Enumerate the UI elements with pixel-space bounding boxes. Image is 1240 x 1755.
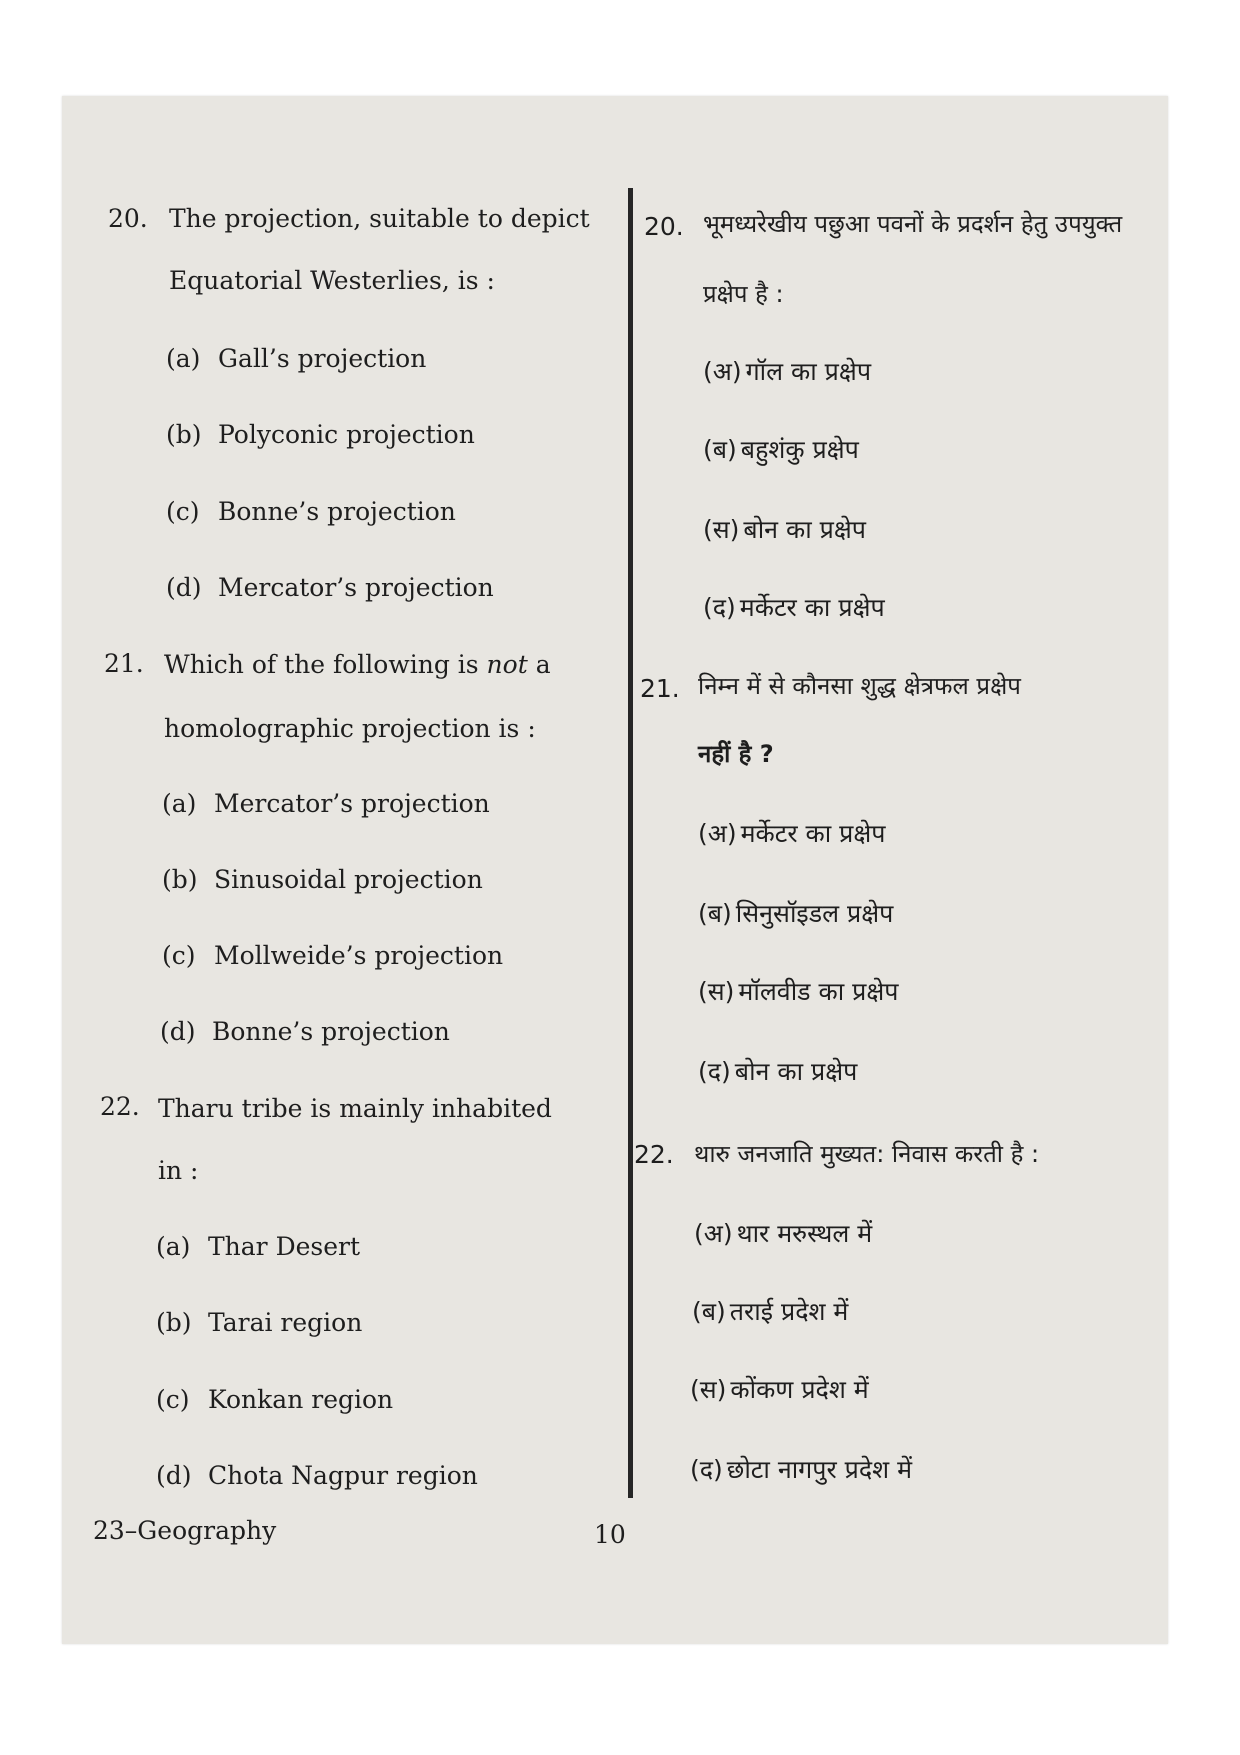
option-b: (ब) तराई प्रदेश में: [692, 1297, 849, 1326]
question-text: थारु जनजाति मुख्यत: निवास करती है :: [694, 1140, 1040, 1168]
option-a: (a) Thar Desert: [156, 1232, 361, 1261]
option-c: (c) Bonne’s projection: [166, 497, 456, 526]
question-text: भूमध्यरेखीय पछुआ पवनों के प्रदर्शन हेतु उपयुक्त: [703, 210, 1123, 238]
option-b: (ब) सिनुसॉइडल प्रक्षेप: [698, 899, 894, 928]
option-d: (द) छोटा नागपुर प्रदेश में: [690, 1455, 913, 1484]
question-text: in :: [158, 1156, 199, 1185]
question-text: homolographic projection is :: [164, 714, 536, 743]
question-text: नहीं है ?: [698, 740, 774, 768]
option-b: (b) Polyconic projection: [166, 420, 475, 449]
option-b: (ब) बहुशंकु प्रक्षेप: [703, 435, 859, 464]
option-a: (अ) गॉल का प्रक्षेप: [703, 357, 872, 386]
option-c: (c) Mollweide’s projection: [162, 941, 504, 970]
question-number: 21.: [104, 649, 144, 678]
question-text: Equatorial Westerlies, is :: [169, 266, 495, 295]
question-number: 20.: [644, 212, 684, 241]
question-number: 22.: [100, 1092, 140, 1121]
option-b: (b) Sinusoidal projection: [162, 865, 483, 894]
option-a: (a) Gall’s projection: [166, 344, 427, 373]
option-c: (स) बोन का प्रक्षेप: [703, 515, 866, 544]
option-a: (a) Mercator’s projection: [162, 789, 490, 818]
question-number: 20.: [108, 204, 148, 233]
column-divider: [628, 188, 633, 1498]
option-d: (d) Mercator’s projection: [166, 573, 494, 602]
question-number: 22.: [634, 1140, 674, 1169]
question-number: 21.: [640, 674, 680, 703]
option-d: (द) बोन का प्रक्षेप: [698, 1057, 858, 1086]
subject-code: 23–Geography: [93, 1516, 277, 1545]
option-b: (b) Tarai region: [156, 1308, 363, 1337]
option-c: (c) Konkan region: [156, 1385, 394, 1414]
question-text: Which of the following is not a: [164, 650, 551, 679]
option-a: (अ) थार मरुस्थल में: [694, 1219, 873, 1248]
page-number: 10: [594, 1520, 626, 1549]
option-a: (अ) मर्केटर का प्रक्षेप: [698, 819, 886, 848]
question-text: Tharu tribe is mainly inhabited: [158, 1094, 552, 1123]
option-c: (स) मॉलवीड का प्रक्षेप: [698, 977, 899, 1006]
question-text: निम्न में से कौनसा शुद्ध क्षेत्रफल प्रक्षेप: [698, 672, 1021, 700]
option-c: (स) कोंकण प्रदेश में: [690, 1375, 869, 1404]
question-text: The projection, suitable to depict: [169, 204, 590, 233]
option-d: (द) मर्केटर का प्रक्षेप: [703, 593, 885, 622]
question-text: प्रक्षेप है :: [703, 280, 784, 308]
option-d: (d) Chota Nagpur region: [156, 1461, 478, 1490]
option-d: (d) Bonne’s projection: [160, 1017, 450, 1046]
